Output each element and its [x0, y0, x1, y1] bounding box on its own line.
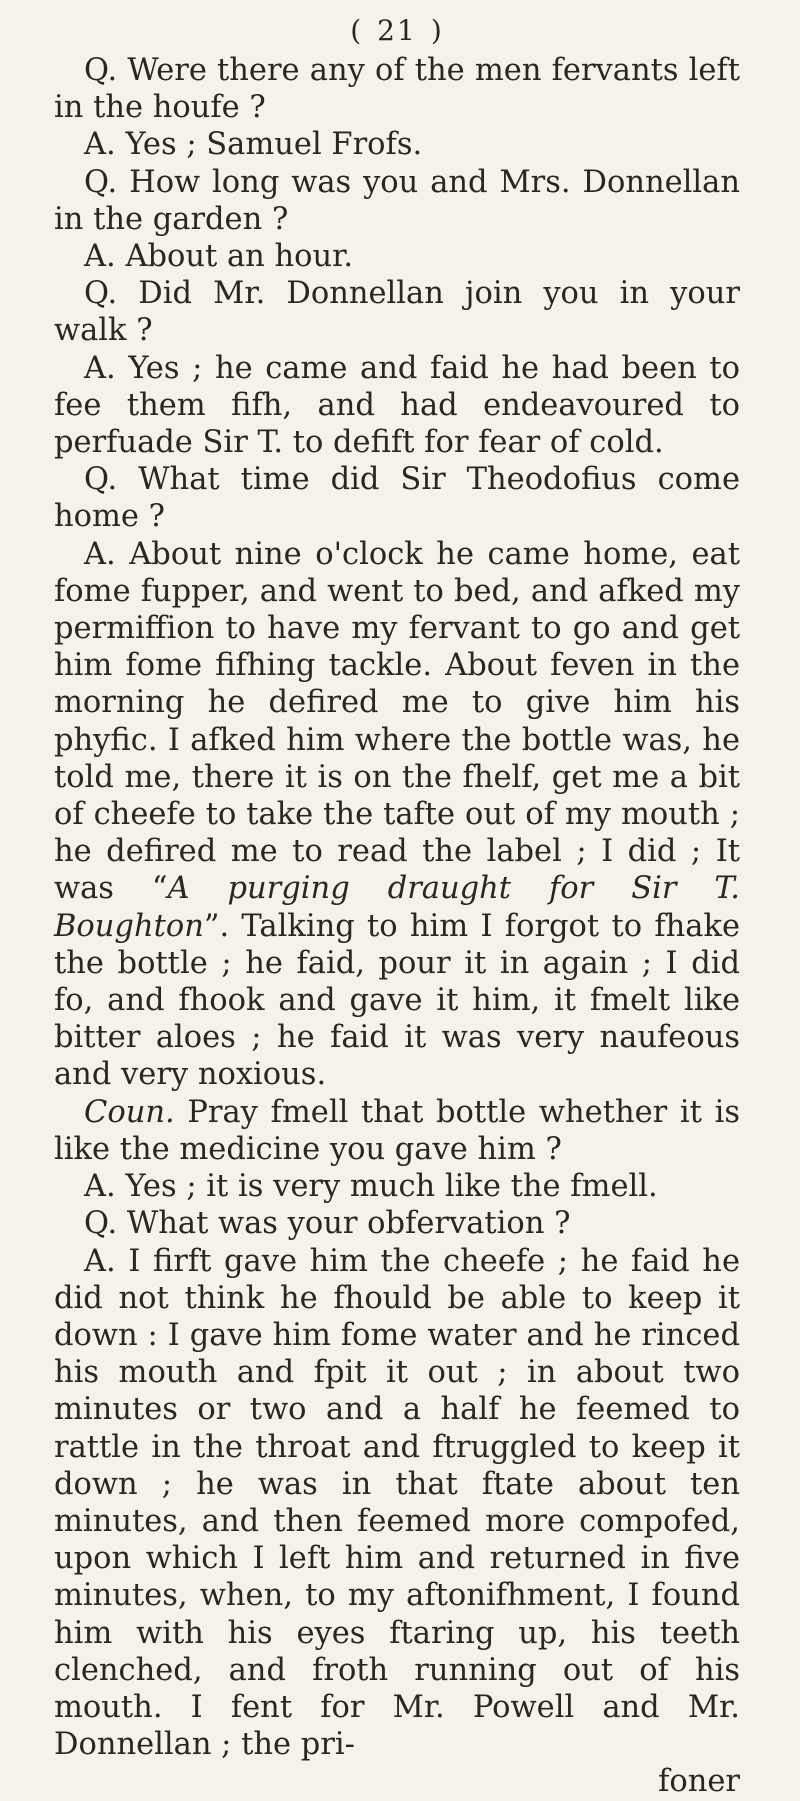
paragraph-text: Yes ; Samuel Frofs. [125, 127, 423, 163]
paragraph-text: About an hour. [125, 239, 354, 275]
speaker-label: A. [84, 239, 116, 275]
speaker-label: Q. [84, 462, 118, 498]
paragraph [54, 126, 740, 163]
speaker-label: A. [84, 127, 116, 163]
paragraph-text: Pray fmell that bottle whether it is like the medicine you gave him ? [54, 1094, 741, 1167]
paragraph [54, 52, 740, 126]
paragraph-text: Did Mr. Donnellan join you in your walk ? [54, 276, 740, 349]
speaker-label: A. [84, 350, 116, 386]
folio-number: 21 [377, 14, 417, 47]
paragraph [54, 536, 740, 1094]
paragraph [54, 1094, 740, 1168]
paragraph-text: What was your obfervation ? [126, 1206, 571, 1242]
paragraph [54, 1243, 740, 1764]
paragraph-text: I firft gave him the cheefe ; he faid he did not think he fhould be able to keep it down : I gave him fome water and he rinced his mouth and fpit it out ; in about two minutes or two and a half he feemed to rattle in the throat and ftruggled to keep it down ; he was in that ftate about ten minutes, and then feemed more compofed, upon which I left him and returned in five minutes, when, to my aftonifhment, I found him with his eyes ftaring up, his teeth clenched, and froth running out of his mouth. I fent for Mr. Powell and Mr. Donnellan ; the pri- [54, 1243, 740, 1763]
speaker-label: Q. [84, 276, 118, 312]
paragraph-text: Yes ; it is very much like the fmell. [125, 1169, 658, 1205]
paragraph [54, 461, 740, 535]
page-number [54, 0, 740, 52]
paragraph [54, 164, 740, 238]
speaker-label: A. [84, 1243, 116, 1279]
speaker-label: Q. [84, 53, 118, 88]
speaker-label: Q. [84, 164, 118, 200]
transcript-body [54, 52, 740, 1763]
paragraph [54, 275, 740, 349]
paragraph [54, 350, 740, 462]
paragraph-text: About nine o'clock he came home, eat fome fupper, and went to bed, and afked my permiffion to have my fervant to go and get him fome fifhing tackle. About feven in the morning he defired me to give him his phyfic. I afked him where the bottle was, he told me, there it is on the fhelf, get me a bit of cheefe to take the tafte out of my mouth ; he defired me to read the label ; I did ; It was “ [54, 536, 740, 907]
paragraph-text: What time did Sir Theodofius come home ? [54, 462, 741, 535]
speaker-label-counsel: Coun. [84, 1094, 175, 1130]
paragraph [54, 238, 740, 275]
paragraph [54, 1205, 740, 1242]
paragraph-text: How long was you and Mrs. Donnellan in the garden ? [54, 164, 740, 237]
folio-close-paren: ) [430, 14, 444, 47]
catchword: foner [658, 1764, 740, 1800]
speaker-label: A. [84, 1169, 116, 1205]
paragraph-text-continued: ”. Talking to him I forgot to fhake the bottle ; he faid, pour it in again ; I did fo, and fhook and gave it him, it fmelt like bitter aloes ; he faid it was very naufeous and very noxious. [54, 908, 740, 1093]
label-quotation: A purging draught for Sir T. Boughton [54, 871, 740, 944]
speaker-label: A. [84, 536, 116, 572]
paragraph-text: Yes ; he came and faid he had been to fee them fifh, and had endeavoured to perfuade Sir T. to defift for fear of cold. [54, 350, 740, 461]
paragraph-text: Were there any of the men fervants left in the houfe ? [54, 53, 740, 126]
paragraph [54, 1168, 740, 1205]
folio-open-paren: ( [350, 14, 364, 47]
speaker-label: Q. [84, 1206, 118, 1242]
